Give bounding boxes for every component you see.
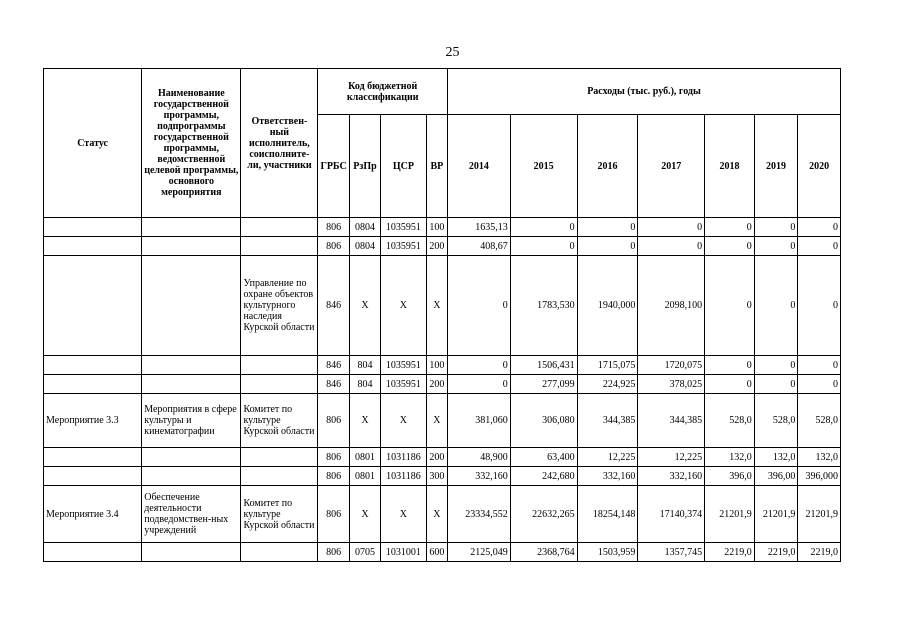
rzpr-cell: 0705 <box>349 543 380 562</box>
csr-cell: 1035951 <box>381 218 427 237</box>
value-cell-2020: 396,000 <box>798 467 841 486</box>
value-cell-2019: 0 <box>754 356 798 375</box>
year-header-2019: 2019 <box>754 115 798 218</box>
value-cell-2018: 396,0 <box>705 467 755 486</box>
vr-cell: X <box>426 256 447 356</box>
year-header-2020: 2020 <box>798 115 841 218</box>
grbs-cell: 846 <box>318 256 349 356</box>
value-cell-2016: 0 <box>577 218 638 237</box>
table-row <box>44 467 841 486</box>
value-cell-2019: 528,0 <box>754 394 798 448</box>
value-cell-2020: 0 <box>798 218 841 237</box>
responsible-header: Ответствен-ный исполнитель, соисполните-ли, участники <box>241 69 318 218</box>
value-cell-2015: 0 <box>510 218 577 237</box>
value-cell-2018: 0 <box>705 237 755 256</box>
table-row <box>44 375 841 394</box>
status-cell <box>44 543 142 562</box>
grbs-cell: 806 <box>318 218 349 237</box>
csr-cell: 1031001 <box>381 543 427 562</box>
budget-table <box>43 68 841 562</box>
csr-cell: 1035951 <box>381 237 427 256</box>
value-cell-2020: 0 <box>798 237 841 256</box>
year-header-2016: 2016 <box>577 115 638 218</box>
value-cell-2020: 2219,0 <box>798 543 841 562</box>
value-cell-2020: 528,0 <box>798 394 841 448</box>
value-cell-2018: 0 <box>705 218 755 237</box>
csr-cell: X <box>381 394 427 448</box>
responsible-cell: Управление по охране объектов культурного наследия Курской области <box>241 256 318 356</box>
value-cell-2020: 21201,9 <box>798 486 841 543</box>
vr-cell: X <box>426 486 447 543</box>
year-header-2017: 2017 <box>638 115 705 218</box>
year-header-2015: 2015 <box>510 115 577 218</box>
name-cell <box>142 356 241 375</box>
status-cell <box>44 356 142 375</box>
value-cell-2016: 1715,075 <box>577 356 638 375</box>
table-row <box>44 356 841 375</box>
vr-cell: 200 <box>426 237 447 256</box>
grbs-cell: 806 <box>318 448 349 467</box>
value-cell-2016: 344,385 <box>577 394 638 448</box>
csr-cell: X <box>381 256 427 356</box>
value-cell-2017: 1720,075 <box>638 356 705 375</box>
value-cell-2015: 22632,265 <box>510 486 577 543</box>
rzpr-cell: X <box>349 256 380 356</box>
table-row <box>44 394 841 448</box>
name-cell <box>142 237 241 256</box>
value-cell-2019: 0 <box>754 256 798 356</box>
name-header: Наименование государственной программы, подпрограммы государственной программы, ведомственной целевой программы, основного мероприятия <box>142 69 241 218</box>
name-cell <box>142 375 241 394</box>
responsible-cell: Комитет по культуре Курской области <box>241 486 318 543</box>
table-row <box>44 218 841 237</box>
value-cell-2019: 132,0 <box>754 448 798 467</box>
value-cell-2017: 344,385 <box>638 394 705 448</box>
value-cell-2016: 1503,959 <box>577 543 638 562</box>
grbs-cell: 806 <box>318 467 349 486</box>
responsible-cell <box>241 543 318 562</box>
responsible-cell <box>241 375 318 394</box>
value-cell-2017: 0 <box>638 218 705 237</box>
name-cell <box>142 218 241 237</box>
status-cell <box>44 237 142 256</box>
expenses-header: Расходы (тыс. руб.), годы <box>448 69 841 115</box>
grbs-cell: 846 <box>318 375 349 394</box>
table-row <box>44 543 841 562</box>
value-cell-2014: 332,160 <box>448 467 511 486</box>
status-cell <box>44 467 142 486</box>
grbs-cell: 806 <box>318 486 349 543</box>
status-cell: Мероприятие 3.3 <box>44 394 142 448</box>
value-cell-2018: 528,0 <box>705 394 755 448</box>
value-cell-2015: 63,400 <box>510 448 577 467</box>
value-cell-2019: 396,00 <box>754 467 798 486</box>
rzpr-cell: 804 <box>349 356 380 375</box>
value-cell-2014: 0 <box>448 356 511 375</box>
name-cell: Мероприятия в сфере культуры и кинематографии <box>142 394 241 448</box>
value-cell-2014: 48,900 <box>448 448 511 467</box>
value-cell-2014: 23334,552 <box>448 486 511 543</box>
value-cell-2017: 17140,374 <box>638 486 705 543</box>
value-cell-2016: 12,225 <box>577 448 638 467</box>
budget-code-header: Код бюджетной классификации <box>318 69 448 115</box>
value-cell-2018: 0 <box>705 356 755 375</box>
value-cell-2016: 224,925 <box>577 375 638 394</box>
value-cell-2018: 0 <box>705 256 755 356</box>
responsible-cell <box>241 448 318 467</box>
value-cell-2020: 132,0 <box>798 448 841 467</box>
value-cell-2017: 332,160 <box>638 467 705 486</box>
csr-cell: 1035951 <box>381 375 427 394</box>
table-header <box>44 69 841 218</box>
vr-cell: 100 <box>426 356 447 375</box>
value-cell-2015: 0 <box>510 237 577 256</box>
name-cell <box>142 467 241 486</box>
value-cell-2014: 2125,049 <box>448 543 511 562</box>
status-header: Статус <box>44 69 142 218</box>
value-cell-2016: 1940,000 <box>577 256 638 356</box>
value-cell-2020: 0 <box>798 375 841 394</box>
table-body <box>44 218 841 562</box>
responsible-cell: Комитет по культуре Курской области <box>241 394 318 448</box>
value-cell-2015: 242,680 <box>510 467 577 486</box>
value-cell-2019: 0 <box>754 218 798 237</box>
rzpr-cell: 0801 <box>349 448 380 467</box>
responsible-cell <box>241 237 318 256</box>
table-row <box>44 448 841 467</box>
value-cell-2020: 0 <box>798 356 841 375</box>
rzpr-cell: 804 <box>349 375 380 394</box>
rzpr-cell: X <box>349 486 380 543</box>
value-cell-2018: 21201,9 <box>705 486 755 543</box>
value-cell-2015: 1783,530 <box>510 256 577 356</box>
rzpr-header: РзПр <box>349 115 380 218</box>
vr-cell: 300 <box>426 467 447 486</box>
value-cell-2018: 2219,0 <box>705 543 755 562</box>
value-cell-2017: 378,025 <box>638 375 705 394</box>
csr-header: ЦСР <box>381 115 427 218</box>
rzpr-cell: 0804 <box>349 218 380 237</box>
vr-header: ВР <box>426 115 447 218</box>
vr-cell: 200 <box>426 375 447 394</box>
value-cell-2015: 2368,764 <box>510 543 577 562</box>
status-cell <box>44 448 142 467</box>
value-cell-2015: 1506,431 <box>510 356 577 375</box>
name-cell: Обеспечение деятельности подведомствен-ных учреждений <box>142 486 241 543</box>
year-header-2014: 2014 <box>448 115 511 218</box>
name-cell <box>142 256 241 356</box>
responsible-cell <box>241 356 318 375</box>
csr-cell: 1031186 <box>381 448 427 467</box>
csr-cell: 1035951 <box>381 356 427 375</box>
responsible-cell <box>241 467 318 486</box>
grbs-header: ГРБС <box>318 115 349 218</box>
value-cell-2016: 332,160 <box>577 467 638 486</box>
value-cell-2018: 0 <box>705 375 755 394</box>
value-cell-2017: 12,225 <box>638 448 705 467</box>
value-cell-2015: 277,099 <box>510 375 577 394</box>
value-cell-2019: 0 <box>754 237 798 256</box>
value-cell-2017: 1357,745 <box>638 543 705 562</box>
status-cell <box>44 375 142 394</box>
status-cell: Мероприятие 3.4 <box>44 486 142 543</box>
value-cell-2016: 18254,148 <box>577 486 638 543</box>
value-cell-2014: 408,67 <box>448 237 511 256</box>
value-cell-2014: 0 <box>448 375 511 394</box>
value-cell-2014: 0 <box>448 256 511 356</box>
page-number: 25 <box>445 45 460 60</box>
value-cell-2016: 0 <box>577 237 638 256</box>
value-cell-2019: 2219,0 <box>754 543 798 562</box>
table-row <box>44 256 841 356</box>
rzpr-cell: 0801 <box>349 467 380 486</box>
name-cell <box>142 543 241 562</box>
value-cell-2018: 132,0 <box>705 448 755 467</box>
grbs-cell: 846 <box>318 356 349 375</box>
vr-cell: 600 <box>426 543 447 562</box>
table-row <box>44 237 841 256</box>
rzpr-cell: X <box>349 394 380 448</box>
value-cell-2017: 2098,100 <box>638 256 705 356</box>
status-cell <box>44 256 142 356</box>
value-cell-2020: 0 <box>798 256 841 356</box>
value-cell-2014: 381,060 <box>448 394 511 448</box>
csr-cell: X <box>381 486 427 543</box>
responsible-cell <box>241 218 318 237</box>
grbs-cell: 806 <box>318 543 349 562</box>
csr-cell: 1031186 <box>381 467 427 486</box>
grbs-cell: 806 <box>318 394 349 448</box>
value-cell-2015: 306,080 <box>510 394 577 448</box>
value-cell-2019: 21201,9 <box>754 486 798 543</box>
table-row <box>44 486 841 543</box>
grbs-cell: 806 <box>318 237 349 256</box>
rzpr-cell: 0804 <box>349 237 380 256</box>
value-cell-2017: 0 <box>638 237 705 256</box>
vr-cell: 100 <box>426 218 447 237</box>
value-cell-2019: 0 <box>754 375 798 394</box>
value-cell-2014: 1635,13 <box>448 218 511 237</box>
name-cell <box>142 448 241 467</box>
vr-cell: 200 <box>426 448 447 467</box>
year-header-2018: 2018 <box>705 115 755 218</box>
status-cell <box>44 218 142 237</box>
vr-cell: X <box>426 394 447 448</box>
